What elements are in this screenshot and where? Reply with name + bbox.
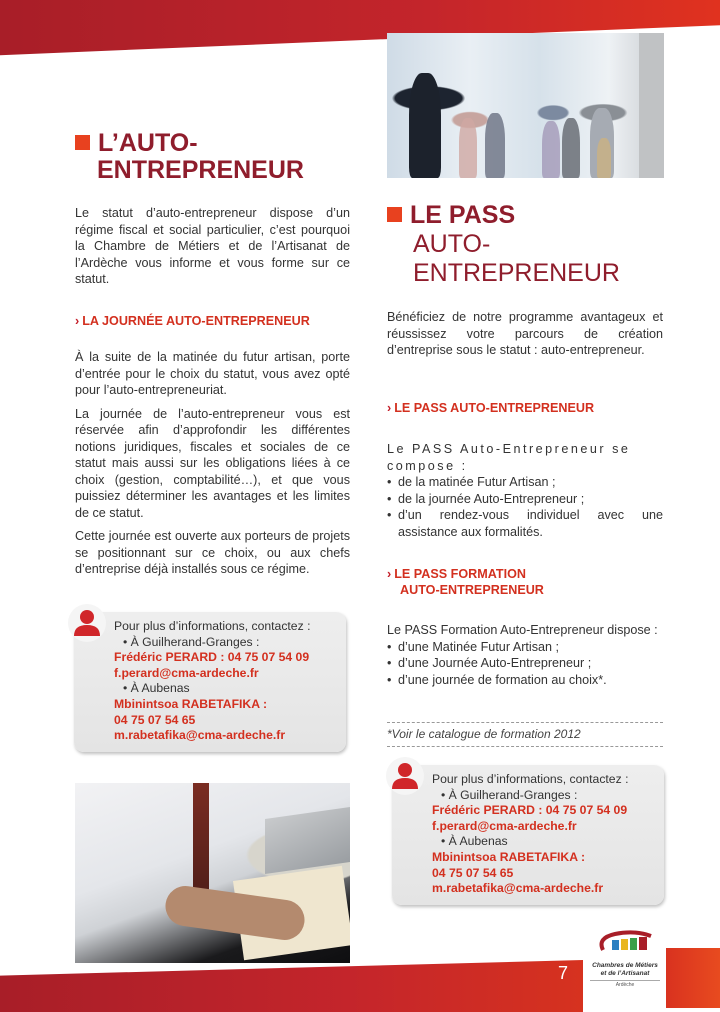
contact-location: • À Guilherand-Granges :: [114, 635, 346, 651]
contact-location: • À Aubenas: [432, 834, 664, 850]
avatar-bg: [68, 604, 106, 642]
contact-email-link[interactable]: m.rabetafika@cma-ardeche.fr: [114, 728, 286, 743]
paragraph: Cette journée est ouverte aux porteurs de projets se positionnant sur ce choix, ou aux chefs d’entreprise déjà installés sous ce régime.: [75, 529, 350, 576]
logo-text: et de l’Artisanat: [600, 970, 650, 977]
page-title-auto-entrepreneur: [75, 130, 304, 184]
footer-red-band: [0, 960, 583, 1012]
list-item: • d’un rendez-vous individuel avec une assistance aux formalités.: [387, 507, 663, 540]
contact-person-phone: Frédéric PERARD : 04 75 07 54 09: [432, 803, 628, 818]
contact-box-right: [392, 765, 664, 905]
contact-person-phone: Frédéric PERARD : 04 75 07 54 09: [114, 650, 310, 665]
left-intro: [75, 205, 350, 295]
contact-person: Mbinintsoa RABETAFIKA :: [432, 849, 586, 864]
lead-text: Le PASS Formation Auto-Entrepreneur dispose :: [387, 623, 658, 637]
list-item: • d’une Matinée Futur Artisan ;: [387, 639, 663, 656]
contact-email-link[interactable]: f.perard@cma-ardeche.fr: [432, 818, 577, 833]
footer-red-block: [666, 948, 720, 1008]
page-number: 7: [558, 963, 569, 983]
list-item: • de la journée Auto-Entrepreneur ;: [387, 491, 663, 508]
chevron-right-icon: ›: [387, 401, 392, 415]
intro-text: Bénéficiez de notre programme avantageux et réussissez votre parcours de création d’entreprise sous le statut : auto-entrepreneur.: [387, 310, 663, 357]
contact-email-link[interactable]: f.perard@cma-ardeche.fr: [114, 665, 259, 680]
person-icon: [68, 604, 106, 642]
intro-text: Le statut d’auto-entrepreneur dispose d’un régime fiscal et social particulier, c’est pourquoi la Chambre de Métiers et de l’Artisanat de l’Ardèche vous informe et vous forme sur ce statut.: [75, 206, 350, 286]
contact-person: Mbinintsoa RABETAFIKA :: [114, 696, 268, 711]
photo-man-at-desk: [75, 783, 350, 963]
subheading-formation: [387, 566, 544, 598]
pass-list: [387, 474, 663, 540]
contact-location: • À Aubenas: [114, 681, 346, 697]
cma-logo-icon: [595, 930, 655, 956]
logo-subtext: Ardèche: [590, 980, 660, 988]
title-line: ENTREPRENEUR: [413, 259, 620, 287]
person-icon: [386, 757, 424, 795]
contact-phone: 04 75 07 54 65: [432, 865, 514, 880]
subheading-journee: [75, 313, 310, 329]
title-line: L’AUTO-: [98, 129, 198, 157]
paragraph: À la suite de la matinée du futur artisan, porte d’entrée pour le choix du statut, vous avez opté pour l’auto-entrepreneuriat.: [75, 350, 350, 397]
title-line: LE PASS: [410, 201, 516, 229]
chevron-right-icon: ›: [75, 314, 80, 328]
square-bullet-icon: [387, 207, 402, 222]
formation-body: [387, 622, 663, 688]
footnote: *Voir le catalogue de formation 2012: [387, 722, 663, 747]
contact-location: • À Guilherand-Granges :: [432, 788, 664, 804]
subheading-pass: [387, 400, 594, 416]
title-line: ENTREPRENEUR: [97, 156, 304, 184]
page-title-pass: [387, 201, 620, 288]
logo-text: Chambres de Métiers: [592, 962, 658, 969]
contact-intro: Pour plus d’informations, contactez :: [114, 619, 311, 633]
subheading-text: LE PASS AUTO-ENTREPRENEUR: [394, 401, 595, 415]
right-intro: [387, 309, 663, 366]
avatar-bg: [386, 757, 424, 795]
cma-logo: [590, 930, 660, 988]
chevron-right-icon: ›: [387, 567, 392, 581]
list-item: • d’une journée de formation au choix*.: [387, 672, 663, 689]
contact-box-left: [74, 612, 346, 752]
square-bullet-icon: [75, 135, 90, 150]
list-item: • d’une Journée Auto-Entrepreneur ;: [387, 655, 663, 672]
lead-text: Le PASS Auto-Entrepreneur se compose :: [387, 442, 631, 473]
title-line: AUTO-: [413, 230, 491, 258]
journee-body: [75, 349, 350, 585]
cma-logo-mark: [590, 930, 660, 962]
subheading-text: LA JOURNÉE AUTO-ENTREPRENEUR: [82, 314, 310, 328]
contact-email-link[interactable]: m.rabetafika@cma-ardeche.fr: [432, 881, 604, 896]
photo-business-people-walking: [387, 33, 664, 178]
contact-intro: Pour plus d’informations, contactez :: [432, 772, 629, 786]
subheading-text: LE PASS FORMATION: [394, 567, 526, 581]
contact-phone: 04 75 07 54 65: [114, 712, 196, 727]
pass-body: [387, 441, 663, 540]
list-item: • de la matinée Futur Artisan ;: [387, 474, 663, 491]
formation-list: [387, 639, 663, 689]
paragraph: La journée de l’auto-entrepreneur vous est réservée afin d’approfondir les différentes notions juridiques, fiscales et sociales de ce statut mais aussi sur les obligations liées à ce choix (gestion, comptabilité…), et que vous puissiez déterminer les avantages et les limites de ce statut.: [75, 406, 350, 520]
subheading-text: AUTO-ENTREPRENEUR: [400, 583, 544, 597]
